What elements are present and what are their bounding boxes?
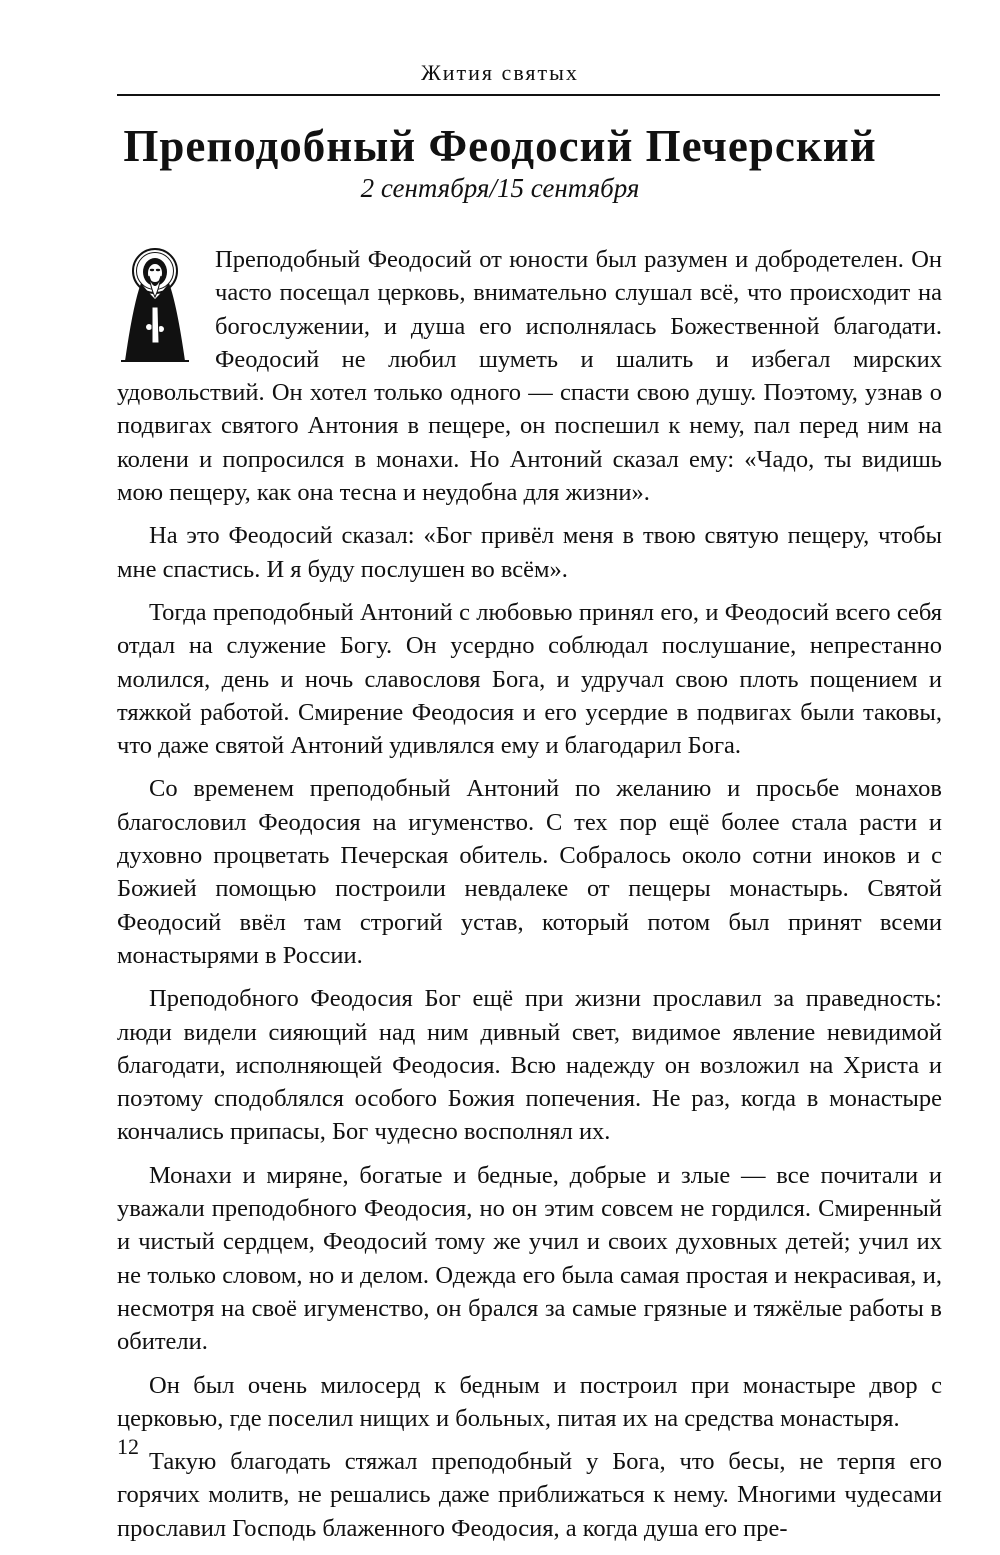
- paragraph-7: Он был очень милосерд к бедным и построил при монастыре двор с церковью, где поселил нищих и больных, питая их на средства монастыря.: [117, 1371, 942, 1432]
- paragraph-3: Тогда преподобный Антоний с любовью принял его, и Феодосий всего себя отдал на служение Богу. Он усердно соблюдал послушание, непрестанно молился, день и ночь славословя Бога, и удручал свою плоть пощением и тяжкой работой. Смирение Феодосия и его усердие в подвигах были таковы, что даже святой Антоний удивлялся ему и благодарил Бога.: [117, 598, 942, 760]
- paragraph-2: На это Феодосий сказал: «Бог привёл меня в твою святую пещеру, чтобы мне спастись. И я буду послушен во всём».: [117, 522, 942, 583]
- page-number: 12: [117, 1434, 139, 1459]
- article-body: [117, 243, 942, 1555]
- paragraph-4: Со временем преподобный Антоний по желанию и просьбе монахов благословил Феодосия на игуменство. С тех пор ещё более стала расти и духовно процветать Печерская обитель. Собралось около сотни иноков и с Божией помощью построили невдалеке от пещеры монастырь. Святой Феодосий ввёл там строгий устав, который потом был принят всеми монастырями в России.: [117, 775, 942, 969]
- paragraph-1: Преподобный Феодосий от юности был разумен и добродетелен. Он часто посещал церковь, внимательно слушал всё, что происходит на богослужении, и душа его исполнялась Божественной благодати. Феодосий не любил шуметь и шалить и избегал мирских удовольствий. Он хотел только одного — спасти свою душу. Поэтому, узнав о подвигах святого Антония в пещере, он поспешил к нему, пал перед ним на колени и попросился в монахи. Но Антоний сказал ему: «Чадо, ты видишь мою пещеру, как она тесна и неудобна для жизни».: [117, 246, 942, 507]
- saint-icon: [119, 245, 191, 363]
- paragraph-6: Монахи и миряне, богатые и бедные, добрые и злые — все почитали и уважали преподобного Феодосия, но он этим совсем не гордился. Смиренный и чистый сердцем, Феодосий тому же учил и своих духовных детей; учил их не только словом, но и делом. Одежда его была самая простая и некрасивая, и, несмотря на своё игуменство, он брался за самые грязные и тяжёлые работы в обители.: [117, 1161, 942, 1356]
- paragraph-5: Преподобного Феодосия Бог ещё при жизни прославил за праведность: люди видели сияющий над ним дивный свет, видимое явление невидимой благодати, исполняющей Феодосия. Всю надежду он возложил на Христа и поэтому сподоблялся особого Божия попечения. Не раз, когда в монастыре кончались припасы, Бог чудесно восполнял их.: [117, 985, 942, 1146]
- article-title: Преподобный Феодосий Печерский: [123, 121, 877, 171]
- paragraph-8: Такую благодать стяжал преподобный у Бога, что бесы, не терпя его горячих молитв, не решались даже приближаться к нему. Многими чудесами прославил Господь блаженного Феодосия, а когда душа его пре-: [117, 1448, 942, 1542]
- feast-date: 2 сентября/15 сентября: [360, 173, 640, 203]
- header-rule: [117, 94, 940, 96]
- running-head: Жития святых: [421, 60, 579, 85]
